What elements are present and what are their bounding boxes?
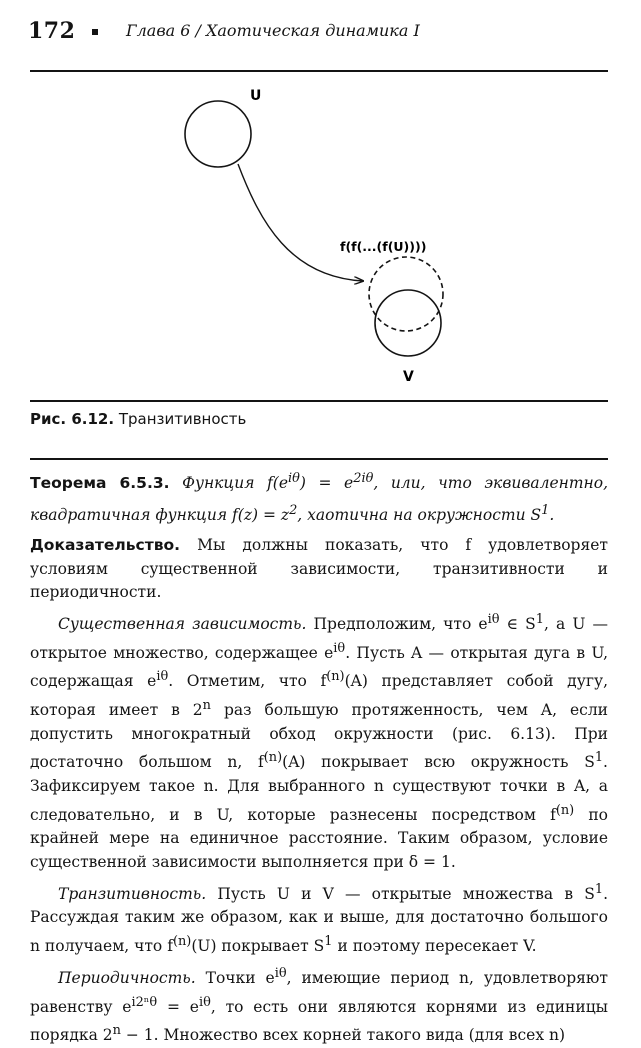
figure-caption — [30, 410, 246, 428]
caption-number: Рис. 6.12. — [30, 410, 115, 428]
page-header — [28, 18, 618, 48]
proof-title: Доказательство. — [30, 536, 181, 554]
label-u: U — [250, 88, 262, 104]
label-v: V — [403, 369, 414, 385]
header-bullet — [92, 29, 98, 35]
paragraph-sensitive-dependence: Существенная зависимость. Предположим, что $e^{i\theta}$ ∈ $S^1$, а U — открытое множество, содержащее $e^{i\theta}$. Пусть A — открытая дуга в U, содержащая $e^{i\theta}$. Отметим, что $f^{(n)}(A)$ представляет собой дугу, которая имеет в 2$^n$ раз большую протяженность, чем A, если допустить многократный обход окружности (рис. 6.13). При достаточно большом n, $f^{(n)}(A)$ покрывает всю окружность $S^1$. Зафиксируем такое n. Для выбранного n существуют точки в A, а следовательно, и в U, которые разнесены посредством $f^{(n)}$ по крайней мере на единичное расстояние. Таким образом, условие существенной зависимости выполняется при δ = 1. — [30, 611, 608, 872]
set-u-circle — [185, 101, 251, 167]
proof-intro: Доказательство. Мы должны показать, что f удовлетворяет условиям существенной зависимости, транзитивности и периодичности. — [30, 536, 608, 602]
image-set-circle — [369, 257, 443, 331]
proof-body — [30, 534, 608, 1048]
set-v-circle — [375, 290, 441, 356]
theorem-block — [30, 465, 608, 529]
label-image: f(f(...(f(U)))) — [340, 239, 427, 254]
caption-text: Транзитивность — [118, 410, 247, 428]
theorem-title: Теорема 6.5.3. — [30, 474, 170, 493]
mapping-arrow — [238, 164, 363, 281]
theorem-statement: Функция $f(e^{i\theta}) = e^{2i\theta}$, или, что эквивалентно, квадратичная функция $f(z) = z^2$, хаотична на окружности $S^1$. — [30, 471, 608, 525]
figure-rule — [30, 400, 608, 402]
paragraph-transitivity: Транзитивность. Пусть U и V — открытые множества в $S^1$. Рассуждая таким же образом, как и выше, для достаточно большого n получаем, что $f^{(n)}(U)$ покрывает $S^1$ и поэтому пересекает V. — [30, 881, 608, 956]
paragraph-periodicity: Периодичность. Точки $e^{i\theta}$, имеющие период n, удовлетворяют равенству $e^{i2^n\theta} = e^{i\theta}$, то есть они являются корнями из единицы порядка $2^n - 1$. Множество всех корней такого вида (для всех n) — [30, 965, 609, 1045]
page-number: 172 — [28, 18, 76, 44]
theorem-rule — [30, 458, 608, 460]
running-head: Глава 6 / Хаотическая динамика I — [126, 21, 420, 40]
transitivity-figure — [0, 72, 641, 402]
